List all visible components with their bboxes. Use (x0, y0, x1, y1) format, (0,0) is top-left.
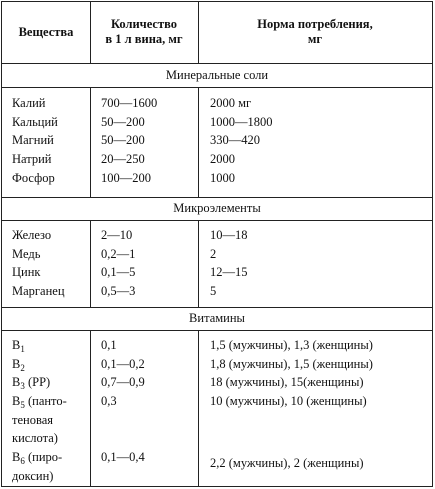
cell-norm: 1000—1800 (210, 114, 273, 129)
vitamin-b2-name: $B_2$ (12, 356, 25, 373)
cell-amount: 20—250 (101, 152, 145, 167)
cell-amount: 50—200 (101, 114, 145, 129)
section-title-minerals: Минеральные соли (165, 68, 269, 82)
cell-substance: Кальций (12, 114, 58, 129)
rule-trace-end (2, 307, 432, 308)
header-norm-line1: Норма потребления, (257, 17, 373, 31)
vitamin-b6-name-cont: доксин) (12, 468, 54, 483)
header-norm (198, 17, 432, 47)
cell-amount: 0,1—0,4 (101, 450, 145, 465)
rule-header (2, 63, 432, 64)
cell-amount: 0,2—1 (101, 246, 136, 261)
divider (90, 330, 91, 487)
cell-substance: Магний (12, 133, 54, 148)
cell-norm: 10—18 (210, 228, 248, 242)
cell-amount: 0,1—5 (101, 265, 136, 280)
rule-minerals-end (2, 197, 432, 198)
cell-amount: 0,7—0,9 (101, 375, 145, 390)
vitamin-b1-name: $B_1$ (12, 338, 25, 354)
section-title-vitamins: Витамины (189, 311, 245, 325)
cell-amount: 0,1 (101, 338, 117, 352)
cell-substance: Марганец (12, 284, 65, 299)
trace-names (12, 226, 65, 301)
vitamins-norms (210, 336, 373, 473)
cell-substance: Натрий (12, 152, 52, 167)
cell-norm: 2000 мг (210, 96, 252, 110)
vitamin-b6-name: $B_6$ (пиро- (12, 450, 63, 467)
rule-vitamins-title (2, 330, 432, 331)
cell-substance: Фосфор (12, 170, 55, 185)
cell-amount: 100—200 (101, 170, 151, 185)
header-norm-line2: мг (307, 32, 323, 46)
cell-norm: 2000 (210, 152, 235, 167)
cell-norm: 1000 (210, 170, 235, 185)
vitamin-b5-name: $B_5$ (панто- (12, 394, 67, 411)
divider (90, 220, 91, 307)
cell-substance: Цинк (12, 265, 41, 280)
divider (198, 220, 199, 307)
minerals-amounts (101, 94, 157, 187)
cell-amount: 2—10 (101, 228, 133, 242)
divider (90, 2, 91, 63)
cell-substance: Медь (12, 246, 41, 261)
cell-norm: 2 (210, 246, 217, 261)
header-amount-line2: в 1 л вина, мг (105, 32, 183, 46)
vitamins-names (12, 336, 67, 486)
minerals-norms (210, 94, 273, 187)
header-substance: Вещества (18, 25, 74, 39)
minerals-names (12, 94, 58, 187)
cell-norm: 10 (мужчины), 10 (женщины) (210, 394, 367, 409)
cell-norm: 18 (мужчины), 15(женщины) (210, 375, 364, 390)
cell-norm: 5 (210, 284, 217, 299)
cell-amount: 0,1—0,2 (101, 356, 145, 371)
rule-trace-title (2, 220, 432, 221)
trace-amounts (101, 226, 135, 301)
vitamin-b3-name: $B_3$ (PP) (12, 375, 51, 392)
divider (198, 2, 199, 63)
cell-amount: 700—1600 (101, 96, 158, 110)
nutrition-table (1, 1, 433, 487)
cell-substance: Железо (12, 228, 52, 242)
vitamin-b5-name-cont: теновая (12, 412, 53, 427)
header-amount (90, 17, 198, 47)
cell-substance: Калий (12, 96, 46, 110)
rule-minerals-title (2, 87, 432, 88)
cell-amount: 0,3 (101, 394, 117, 409)
cell-norm: 12—15 (210, 265, 248, 280)
vitamin-b5-name-cont: кислота) (12, 431, 58, 446)
header-amount-line1: Количество (110, 17, 178, 31)
divider (90, 87, 91, 197)
divider (198, 330, 199, 487)
cell-norm: 1,5 (мужчины), 1,3 (женщины) (210, 338, 373, 352)
cell-amount: 50—200 (101, 133, 145, 148)
vitamins-amounts (101, 336, 145, 467)
trace-norms (210, 226, 248, 301)
cell-norm: 2,2 (мужчины), 2 (женщины) (210, 456, 364, 471)
section-title-trace: Микроэлементы (173, 201, 261, 215)
divider (198, 87, 199, 197)
cell-norm: 1,8 (мужчины), 1,5 (женщины) (210, 356, 373, 371)
cell-amount: 0,5—3 (101, 284, 136, 299)
cell-norm: 330—420 (210, 133, 260, 148)
